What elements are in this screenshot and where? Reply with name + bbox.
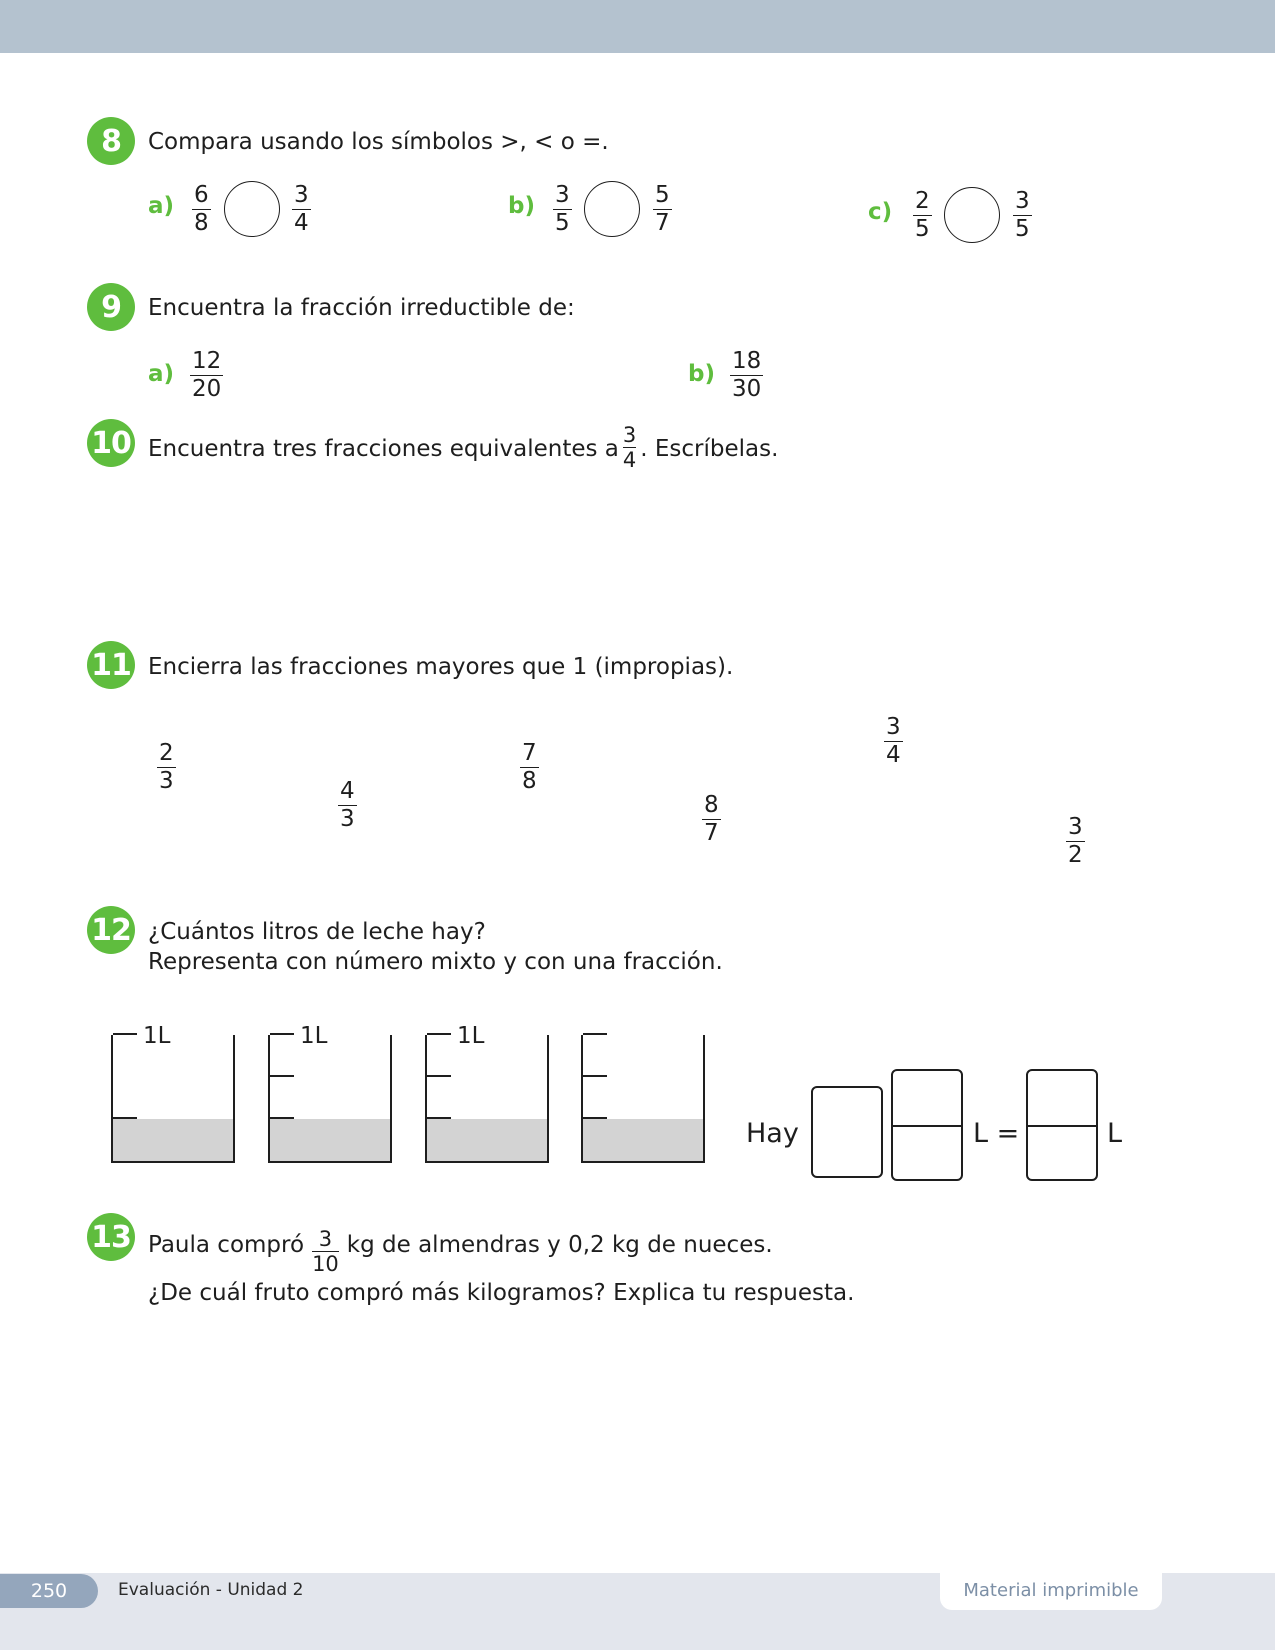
- q11-fraction-1[interactable]: 2 3: [159, 740, 174, 794]
- jar-1-label: 1L: [143, 1023, 171, 1049]
- jar-tick: [270, 1075, 294, 1077]
- q13-inline-fraction: $\frac{3}{10}$: [312, 1227, 339, 1276]
- question-12-line2: Representa con número mixto y con una fracción.: [148, 949, 723, 975]
- jar-tick: [113, 1117, 137, 1119]
- question-11-text: Encierra las fracciones mayores que 1 (impropias).: [148, 654, 734, 680]
- equals-label: L =: [973, 1118, 1020, 1149]
- q8-label-c: c): [868, 199, 893, 225]
- question-11-number: 11: [91, 647, 131, 683]
- milk-jar-1: [111, 1023, 235, 1163]
- mixed-number-whole-box[interactable]: [811, 1086, 883, 1178]
- question-11-badge: [87, 641, 135, 689]
- question-13-line1: [148, 1222, 773, 1276]
- question-8-badge: [87, 117, 135, 165]
- q9-label-a: a): [148, 361, 175, 387]
- jar-3-label: 1L: [457, 1023, 485, 1049]
- milk-jar-fill: [113, 1119, 233, 1161]
- question-13-line2: ¿De cuál fruto compró más kilogramos? Explica tu respuesta.: [148, 1280, 855, 1306]
- hay-label: Hay: [746, 1118, 799, 1149]
- question-8-text: Compara usando los símbolos >, < o =.: [148, 129, 609, 155]
- header-band: [0, 0, 1275, 53]
- question-10-text: [148, 423, 779, 473]
- question-9-text: Encuentra la fracción irreductible de:: [148, 295, 575, 321]
- question-9-number: 9: [101, 289, 121, 325]
- milk-jar-fill: [270, 1119, 390, 1161]
- q8c-right-fraction: 3 5: [1015, 188, 1030, 242]
- milk-jar-4: [581, 1035, 705, 1163]
- jar-tick: [427, 1075, 451, 1077]
- question-12-badge: [87, 906, 135, 954]
- jar-tick: [427, 1117, 451, 1119]
- q11-fraction-4[interactable]: 8 7: [704, 792, 719, 846]
- q11-fraction-6[interactable]: 3 2: [1068, 814, 1083, 868]
- question-12-line1: ¿Cuántos litros de leche hay?: [148, 919, 486, 945]
- q8b-right-fraction: 5 7: [655, 182, 670, 236]
- q10-inline-fraction: $\frac{3}{4}$: [622, 423, 637, 472]
- q10-text-before: Encuentra tres fracciones equivalentes a: [148, 436, 619, 462]
- question-8-number: 8: [101, 123, 121, 159]
- q8b-left-fraction: 3 5: [555, 182, 570, 236]
- milk-jar-2: [268, 1023, 392, 1163]
- printable-tag: Material imprimible: [940, 1570, 1162, 1610]
- question-13-number: 13: [91, 1219, 131, 1255]
- milk-jar-fill: [427, 1119, 547, 1161]
- question-10-number: 10: [91, 425, 131, 461]
- jar-tick: [583, 1075, 607, 1077]
- jar-2-label: 1L: [300, 1023, 328, 1049]
- q11-fraction-5[interactable]: 3 4: [886, 714, 901, 768]
- milk-jar-fill: [583, 1119, 703, 1161]
- q8a-compare-circle[interactable]: [224, 181, 280, 237]
- unit-label: L: [1107, 1118, 1123, 1149]
- mixed-number-fraction-box[interactable]: [891, 1069, 963, 1181]
- q8-label-a: a): [148, 193, 175, 219]
- q9b-fraction: 18 30: [732, 348, 762, 402]
- question-12-number: 12: [91, 912, 131, 948]
- q9a-fraction: 12 20: [192, 348, 222, 402]
- footer-section: Evaluación - Unidad 2: [118, 1580, 304, 1600]
- q8a-right-fraction: 3 4: [294, 182, 309, 236]
- q13-text-before: Paula compró: [148, 1232, 305, 1258]
- q8c-compare-circle[interactable]: [944, 187, 1000, 243]
- q11-fraction-2[interactable]: 4 3: [340, 778, 355, 832]
- q11-fraction-3[interactable]: 7 8: [522, 740, 537, 794]
- q10-text-after: . Escríbelas.: [640, 436, 779, 462]
- q9-label-b: b): [688, 361, 715, 387]
- milk-jar-3: [425, 1023, 549, 1163]
- q8c-left-fraction: 2 5: [915, 188, 930, 242]
- jar-tick-top: [427, 1033, 451, 1035]
- jar-tick-top: [113, 1033, 137, 1035]
- jar-tick: [583, 1117, 607, 1119]
- q13-text-after: kg de almendras y 0,2 kg de nueces.: [346, 1232, 773, 1258]
- question-13-badge: [87, 1213, 135, 1261]
- jar-tick-top: [270, 1033, 294, 1035]
- page-number: 250: [0, 1574, 98, 1608]
- jar-tick-top: [583, 1033, 607, 1035]
- q8b-compare-circle[interactable]: [584, 181, 640, 237]
- improper-fraction-box[interactable]: [1026, 1069, 1098, 1181]
- q8-label-b: b): [508, 193, 535, 219]
- jar-tick: [270, 1117, 294, 1119]
- question-9-badge: [87, 283, 135, 331]
- question-10-badge: [87, 419, 135, 467]
- q8a-left-fraction: 6 8: [194, 182, 209, 236]
